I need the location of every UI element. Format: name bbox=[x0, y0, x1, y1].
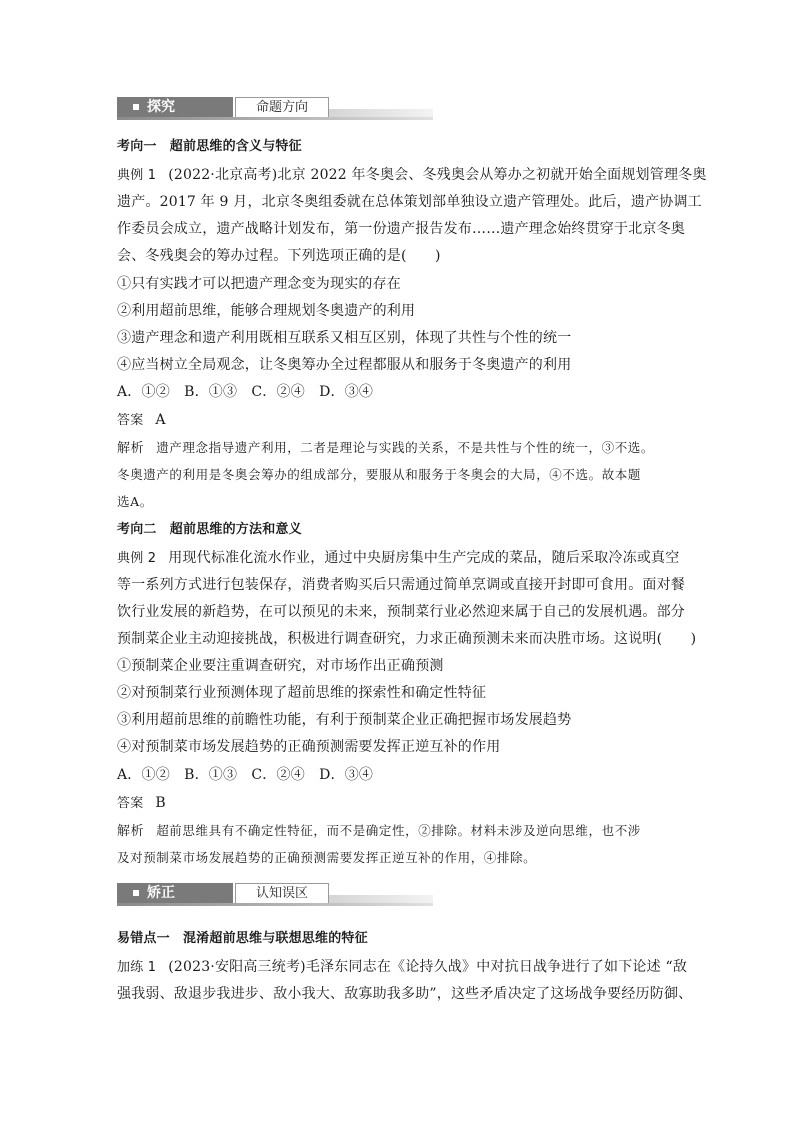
option-item: ②利用超前思维，能够合理规划冬奥遗产的利用 bbox=[117, 303, 416, 319]
example-stem-line: 典例 2 用现代标准化流水作业，通过中央厨房集中生产完成的菜品，随后采取冷冻或真空 bbox=[117, 550, 680, 566]
section-header-correct bbox=[117, 883, 433, 907]
option-item: ④对预制菜市场发展趋势的正确预测需要发挥正逆互补的作用 bbox=[117, 739, 501, 755]
analysis-line: 及对预制菜市场发展趋势的正确预测需要发挥正逆互补的作用，④排除。 bbox=[117, 850, 537, 865]
analysis-label: 解析 bbox=[117, 824, 145, 839]
example-stem-line: 典例 1 (2022·北京高考)北京 2022 年冬奥会、冬残奥会从筹办之初就开始全面规划管理冬奥 bbox=[117, 167, 707, 183]
option-item: ①只有实践才可以把遗产理念变为现实的存在 bbox=[117, 276, 401, 292]
example-stem-line: 预制菜企业主动迎接挑战，积极进行调查研究，力求正确预测未来而决胜市场。这说明( ) bbox=[117, 631, 697, 647]
practice-stem-line: 加练 1 (2023·安阳高三统考)毛泽东同志在《论持久战》中对抗日战争进行了如下论述 “敌 bbox=[117, 959, 688, 975]
answer-value: B bbox=[155, 795, 166, 811]
direction-title: 考向二 超前思维的方法和意义 bbox=[117, 522, 302, 537]
answer-choices: A．①② B．①③ C．②④ D．③④ bbox=[117, 767, 374, 783]
section-header-explore bbox=[117, 97, 433, 121]
option-item: ②对预制菜行业预测体现了超前思维的探索性和确定性特征 bbox=[117, 685, 487, 701]
option-item: ④应当树立全局观念，让冬奥筹办全过程都服从和服务于冬奥遗产的利用 bbox=[117, 357, 572, 373]
square-bullet-icon bbox=[133, 890, 139, 896]
example-stem-line: 等一系列方式进行包装保存，消费者购买后只需通过简单烹调或直接开封即可食用。面对餐 bbox=[117, 577, 685, 593]
mistake-title: 易错点一 混淆超前思维与联想思维的特征 bbox=[117, 931, 368, 946]
analysis-label: 解析 bbox=[117, 441, 145, 456]
example-label: 典例 1 bbox=[117, 168, 157, 183]
section-tab-dark: 矫正 bbox=[117, 883, 233, 903]
answer-choices: A．①② B．①③ C．②④ D．③④ bbox=[117, 384, 374, 400]
section-tab-light: 命题方向 bbox=[235, 97, 329, 117]
analysis-line: 解析 超前思维具有不确定性特征，而不是确定性，②排除。材料未涉及逆向思维，也不涉 bbox=[117, 823, 641, 839]
analysis-line: 选A。 bbox=[117, 494, 153, 509]
option-item: ①预制菜企业要注重调查研究，对市场作出正确预测 bbox=[117, 658, 444, 674]
practice-stem-line: 强我弱、敌退步我进步、敌小我大、敌寡助我多助”，这些矛盾决定了这场战争要经历防御、 bbox=[117, 986, 693, 1002]
example-stem-line: 遗产。2017 年 9 月，北京冬奥组委就在总体策划部单独设立遗产管理处。此后，遗产协调工 bbox=[117, 194, 702, 210]
option-item: ③遗产理念和遗产利用既相互联系又相互区别，体现了共性与个性的统一 bbox=[117, 330, 572, 346]
direction-title: 考向一 超前思维的含义与特征 bbox=[117, 139, 302, 154]
answer-value: A bbox=[155, 412, 166, 428]
example-stem-line: 作委员会成立，遗产战略计划发布，第一份遗产报告发布……遗产理念始终贯穿于北京冬奥 bbox=[117, 221, 685, 237]
example-label: 典例 2 bbox=[117, 551, 157, 566]
section-tab-light: 认知误区 bbox=[235, 883, 329, 903]
section-tab-dark: 探究 bbox=[117, 97, 233, 117]
practice-label: 加练 1 bbox=[117, 960, 157, 975]
example-stem-line: 会、冬残奥会的筹办过程。下列选项正确的是( ) bbox=[117, 248, 441, 264]
answer-line bbox=[117, 410, 687, 431]
example-stem-line: 饮行业发展的新趋势，在可以预见的未来，预制菜行业必然迎来属于自己的发展机遇。部分 bbox=[117, 604, 685, 620]
answer-line bbox=[117, 793, 687, 814]
option-item: ③利用超前思维的前瞻性功能，有利于预制菜企业正确把握市场发展趋势 bbox=[117, 712, 572, 728]
analysis-line: 解析 遗产理念指导遗产利用，二者是理论与实践的关系，不是共性与个性的统一，③不选。 bbox=[117, 440, 655, 456]
square-bullet-icon bbox=[133, 104, 139, 110]
answer-label: 答案 bbox=[117, 796, 144, 811]
answer-label: 答案 bbox=[117, 413, 144, 428]
analysis-line: 冬奥遗产的利用是冬奥会筹办的组成部分，要服从和服务于冬奥会的大局，④不选。故本题 bbox=[117, 467, 642, 482]
